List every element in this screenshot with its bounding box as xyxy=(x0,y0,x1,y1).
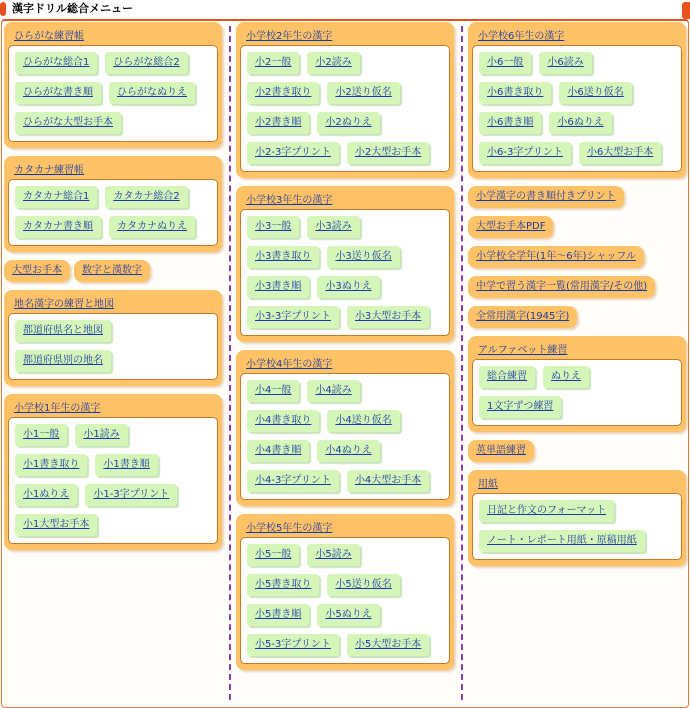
grade3-link-button[interactable]: 小3-3字プリント xyxy=(247,306,339,328)
english-words-link-button[interactable]: 英単語練習 xyxy=(468,440,534,462)
grade1-title-link[interactable]: 小学校1年生の漢字 xyxy=(14,403,101,414)
button-row xyxy=(13,213,213,243)
grade2-link-button[interactable]: 小2書き順 xyxy=(247,112,309,134)
grade3-button-group xyxy=(240,209,450,336)
pill-row xyxy=(468,186,686,216)
paper-link-button[interactable]: 日記と作文のフォーマット xyxy=(479,500,614,522)
grade1-button-group xyxy=(8,417,218,544)
header-bar xyxy=(0,0,690,20)
grade5-link-button[interactable]: 小5一般 xyxy=(247,544,299,566)
button-row xyxy=(477,497,677,527)
button-row xyxy=(13,109,213,139)
button-row xyxy=(13,183,213,213)
button-row xyxy=(13,451,213,481)
katakana-link-button[interactable]: カタカナ総合1 xyxy=(15,186,97,208)
pill-row xyxy=(468,440,686,470)
pill-row xyxy=(468,246,686,276)
button-row xyxy=(13,511,213,541)
button-row xyxy=(13,317,213,347)
button-row xyxy=(13,421,213,451)
grade5-link-button[interactable]: 小5ぬりえ xyxy=(317,604,379,626)
grade4-link-button[interactable]: 小4送り仮名 xyxy=(327,410,399,432)
grade6-title-link[interactable]: 小学校6年生の漢字 xyxy=(478,31,565,42)
button-row xyxy=(477,393,677,423)
grade2-link-button[interactable]: 小2書き取り xyxy=(247,82,319,104)
pill-link-button[interactable]: 数字と漢数字 xyxy=(74,260,150,282)
chimei-button-group xyxy=(8,313,218,380)
grade4-link-button[interactable]: 小4書き取り xyxy=(247,410,319,432)
grade6-link-button[interactable]: 小6読み xyxy=(539,52,591,74)
pill-link-button[interactable]: 大型お手本 xyxy=(4,260,70,282)
button-row xyxy=(477,109,677,139)
button-row xyxy=(245,407,445,437)
button-row xyxy=(477,79,677,109)
paper-panel xyxy=(468,470,686,566)
grade5-link-button[interactable]: 小5書き取り xyxy=(247,574,319,596)
button-row xyxy=(245,467,445,497)
button-row xyxy=(13,49,213,79)
pill-row xyxy=(4,260,222,290)
button-row xyxy=(477,139,677,169)
grade3-title-link[interactable]: 小学校3年生の漢字 xyxy=(246,195,333,206)
button-row xyxy=(245,243,445,273)
grade5-link-button[interactable]: 小5大型お手本 xyxy=(347,634,429,656)
grade2-panel xyxy=(236,22,454,178)
grade4-button-group xyxy=(240,373,450,500)
button-row xyxy=(477,49,677,79)
grade1-link-button[interactable]: 小1-3字プリント xyxy=(85,484,177,506)
grade1-link-button[interactable]: 小1一般 xyxy=(15,424,67,446)
grade1-link-button[interactable]: 小1書き取り xyxy=(15,454,87,476)
pill-link-button[interactable]: 小学漢字の書き順付きプリント xyxy=(468,186,624,208)
page-title: 漢字ドリル総合メニュー xyxy=(0,0,139,18)
grade1-link-button[interactable]: 小1大型お手本 xyxy=(15,514,97,536)
hiragana-link-button[interactable]: ひらがな書き順 xyxy=(15,82,101,104)
grade5-link-button[interactable]: 小5-3字プリント xyxy=(247,634,339,656)
button-row xyxy=(245,601,445,631)
katakana-panel xyxy=(4,156,222,252)
pill-link-button[interactable]: 大型お手本PDF xyxy=(468,216,553,238)
grade6-link-button[interactable]: 小6書き取り xyxy=(479,82,551,104)
hiragana-link-button[interactable]: ひらがなぬりえ xyxy=(109,82,195,104)
button-row xyxy=(13,481,213,511)
grade6-button-group xyxy=(472,45,682,172)
column-divider-2 xyxy=(461,26,463,700)
grade2-link-button[interactable]: 小2-3字プリント xyxy=(247,142,339,164)
alphabet-button-group xyxy=(472,359,682,426)
chimei-panel xyxy=(4,290,222,386)
grade3-link-button[interactable]: 小3読み xyxy=(307,216,359,238)
grade4-link-button[interactable]: 小4-3字プリント xyxy=(247,470,339,492)
pill-row xyxy=(468,276,686,306)
header-endcap xyxy=(682,2,690,19)
grade4-link-button[interactable]: 小4読み xyxy=(307,380,359,402)
column-left xyxy=(4,22,222,558)
grade2-link-button[interactable]: 小2読み xyxy=(307,52,359,74)
grade4-link-button[interactable]: 小4書き順 xyxy=(247,440,309,462)
grade4-link-button[interactable]: 小4一般 xyxy=(247,380,299,402)
column-right xyxy=(468,22,686,574)
pill-link-button[interactable]: 中学で習う漢字一覧(常用漢字/その他) xyxy=(468,276,655,298)
button-row xyxy=(477,527,677,557)
grade5-link-button[interactable]: 小5書き順 xyxy=(247,604,309,626)
column-divider-1 xyxy=(229,26,231,700)
grade1-link-button[interactable]: 小1ぬりえ xyxy=(15,484,77,506)
grade2-link-button[interactable]: 小2ぬりえ xyxy=(317,112,379,134)
hiragana-link-button[interactable]: ひらがな総合2 xyxy=(105,52,187,74)
button-row xyxy=(245,571,445,601)
hiragana-link-button[interactable]: ひらがな大型お手本 xyxy=(15,112,121,134)
alphabet-panel xyxy=(468,336,686,432)
button-row xyxy=(245,273,445,303)
grade2-link-button[interactable]: 小2大型お手本 xyxy=(347,142,429,164)
column-middle xyxy=(236,22,454,678)
pill-row xyxy=(468,306,686,336)
grade3-link-button[interactable]: 小3書き取り xyxy=(247,246,319,268)
grade5-link-button[interactable]: 小5送り仮名 xyxy=(327,574,399,596)
grade6-link-button[interactable]: 小6-3字プリント xyxy=(479,142,571,164)
grade5-title-link[interactable]: 小学校5年生の漢字 xyxy=(246,523,333,534)
grade1-link-button[interactable]: 小1読み xyxy=(75,424,127,446)
grade6-link-button[interactable]: 小6ぬりえ xyxy=(549,112,611,134)
button-row xyxy=(477,363,677,393)
grade4-link-button[interactable]: 小4大型お手本 xyxy=(347,470,429,492)
alphabet-link-button[interactable]: 1文字ずつ練習 xyxy=(479,396,561,418)
grade2-button-group xyxy=(240,45,450,172)
pill-row xyxy=(468,216,686,246)
grade6-link-button[interactable]: 小6書き順 xyxy=(479,112,541,134)
grade5-panel xyxy=(236,514,454,670)
button-row xyxy=(245,377,445,407)
grade3-panel xyxy=(236,186,454,342)
grade2-link-button[interactable]: 小2一般 xyxy=(247,52,299,74)
paper-link-button[interactable]: ノート・レポート用紙・原稿用紙 xyxy=(479,530,645,552)
grade6-link-button[interactable]: 小6大型お手本 xyxy=(579,142,661,164)
grade6-link-button[interactable]: 小6送り仮名 xyxy=(559,82,631,104)
grade3-link-button[interactable]: 小3送り仮名 xyxy=(327,246,399,268)
grade4-title-link[interactable]: 小学校4年生の漢字 xyxy=(246,359,333,370)
pill-link-button[interactable]: 小学校全学年(1年〜6年)シャッフル xyxy=(468,246,644,268)
grade5-link-button[interactable]: 小5読み xyxy=(307,544,359,566)
button-row xyxy=(13,347,213,377)
grade1-link-button[interactable]: 小1書き順 xyxy=(95,454,157,476)
paper-button-group xyxy=(472,493,682,560)
hiragana-panel xyxy=(4,22,222,148)
hiragana-title-link[interactable]: ひらがな練習帳 xyxy=(14,31,84,42)
chimei-link-button[interactable]: 都道府県名と地図 xyxy=(15,320,111,342)
grade3-link-button[interactable]: 小3一般 xyxy=(247,216,299,238)
button-row xyxy=(245,303,445,333)
grade4-panel xyxy=(236,350,454,506)
button-row xyxy=(245,631,445,661)
katakana-title-link[interactable]: カタカナ練習帳 xyxy=(14,165,84,176)
grade3-link-button[interactable]: 小3ぬりえ xyxy=(317,276,379,298)
katakana-link-button[interactable]: カタカナ総合2 xyxy=(105,186,187,208)
katakana-button-group xyxy=(8,179,218,246)
paper-title-link[interactable]: 用紙 xyxy=(478,479,498,490)
button-row xyxy=(245,49,445,79)
button-row xyxy=(245,437,445,467)
button-row xyxy=(245,213,445,243)
alphabet-title-link[interactable]: アルファベット練習 xyxy=(478,345,568,356)
grade2-title-link[interactable]: 小学校2年生の漢字 xyxy=(246,31,333,42)
hiragana-button-group xyxy=(8,45,218,142)
button-row xyxy=(13,79,213,109)
grade6-panel xyxy=(468,22,686,178)
katakana-link-button[interactable]: カタカナぬりえ xyxy=(109,216,195,238)
hiragana-link-button[interactable]: ひらがな総合1 xyxy=(15,52,97,74)
grade3-link-button[interactable]: 小3書き順 xyxy=(247,276,309,298)
grade1-panel xyxy=(4,394,222,550)
katakana-link-button[interactable]: カタカナ書き順 xyxy=(15,216,101,238)
grade4-link-button[interactable]: 小4ぬりえ xyxy=(317,440,379,462)
button-row xyxy=(245,139,445,169)
alphabet-link-button[interactable]: ぬりえ xyxy=(543,366,589,388)
alphabet-link-button[interactable]: 総合練習 xyxy=(479,366,535,388)
grade6-link-button[interactable]: 小6一般 xyxy=(479,52,531,74)
button-row xyxy=(245,79,445,109)
grade3-link-button[interactable]: 小3大型お手本 xyxy=(347,306,429,328)
grade5-button-group xyxy=(240,537,450,664)
chimei-title-link[interactable]: 地名漢字の練習と地図 xyxy=(14,299,114,310)
pill-link-button[interactable]: 全常用漢字(1945字) xyxy=(468,306,577,328)
grade2-link-button[interactable]: 小2送り仮名 xyxy=(327,82,399,104)
button-row xyxy=(245,541,445,571)
chimei-link-button[interactable]: 都道府県別の地名 xyxy=(15,350,111,372)
button-row xyxy=(245,109,445,139)
